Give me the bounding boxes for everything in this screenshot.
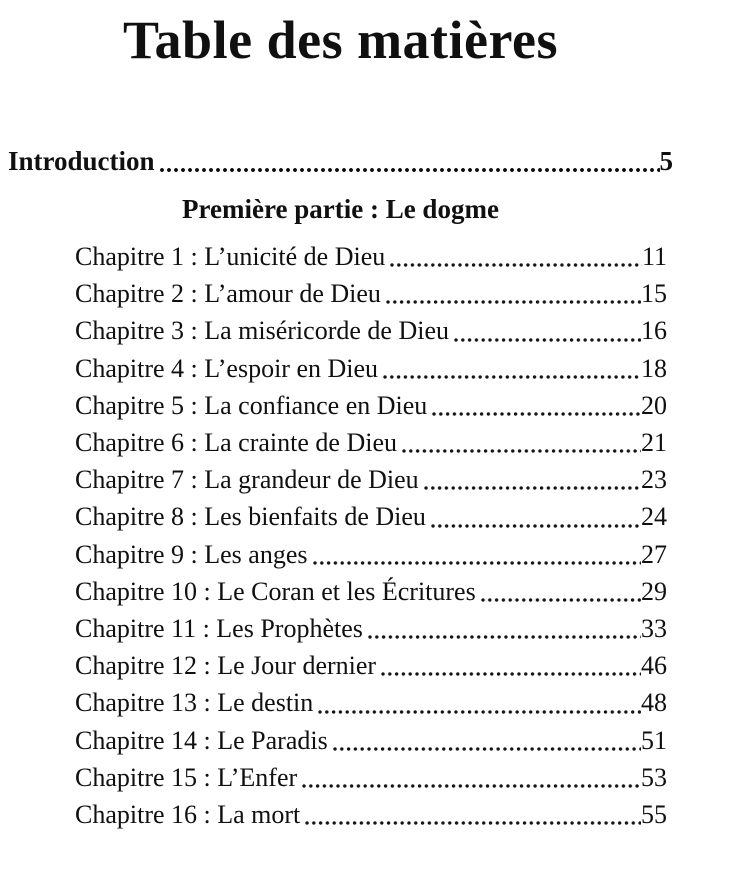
dot-leader	[449, 312, 641, 349]
toc-entry-page: 27	[641, 539, 667, 569]
toc-entry	[75, 238, 667, 275]
toc-entry	[75, 684, 667, 721]
toc-entry-label: Chapitre 9 : Les anges	[75, 539, 308, 569]
toc-entry-label: Chapitre 12 : Le Jour dernier	[75, 651, 377, 681]
toc-entry	[75, 796, 667, 833]
toc-entry-page: 23	[641, 465, 667, 495]
toc-entry-label: Chapitre 13 : Le destin	[75, 688, 314, 718]
toc-entry-label: Chapitre 8 : Les bienfaits de Dieu	[75, 502, 426, 532]
dot-leader	[308, 536, 642, 573]
toc-entry-page: 48	[641, 688, 667, 718]
dot-leader	[155, 143, 660, 180]
dot-leader	[381, 275, 641, 312]
toc-entry-page: 16	[641, 316, 667, 346]
toc-entry-page: 24	[641, 502, 667, 532]
toc-entry-page: 11	[641, 242, 667, 271]
toc-entry-label: Chapitre 15 : L’Enfer	[75, 762, 298, 792]
toc-entry	[75, 275, 667, 312]
toc-entry-label: Chapitre 16 : La mort	[75, 800, 301, 830]
toc-entry	[75, 573, 667, 610]
toc-entry	[75, 350, 667, 387]
dot-leader	[363, 610, 641, 647]
toc-page	[8, 8, 673, 833]
toc-entry-page: 18	[641, 353, 667, 383]
toc-entry-label: Chapitre 6 : La crainte de Dieu	[75, 428, 397, 458]
dot-leader	[427, 387, 641, 424]
dot-leader	[378, 350, 641, 387]
dot-leader	[376, 647, 641, 684]
toc-entry-page: 21	[641, 428, 667, 458]
toc-entry-introduction	[8, 143, 673, 180]
toc-entry	[75, 498, 667, 535]
dot-leader	[397, 424, 641, 461]
toc-entry-page: 5	[659, 146, 673, 176]
toc-entry	[75, 722, 667, 759]
toc-entry	[75, 312, 667, 349]
section-heading: Première partie : Le dogme	[182, 194, 499, 224]
toc-entry	[75, 759, 667, 796]
toc-entry-label: Chapitre 1 : L’unicité de Dieu	[75, 242, 386, 271]
toc-entry-label: Introduction	[8, 146, 155, 176]
toc-entry-page: 33	[641, 614, 667, 644]
dot-leader	[419, 461, 641, 498]
toc-entry-page: 51	[641, 725, 667, 755]
toc-entry-label: Chapitre 7 : La grandeur de Dieu	[75, 465, 419, 495]
dot-leader	[300, 796, 641, 833]
toc-entry	[75, 647, 667, 684]
dot-leader	[313, 684, 641, 721]
dot-leader	[426, 498, 641, 535]
toc-entry-page: 46	[641, 651, 667, 681]
dot-leader	[328, 722, 641, 759]
toc-entry-label: Chapitre 5 : La confiance en Dieu	[75, 390, 428, 420]
toc-entry	[75, 610, 667, 647]
toc-entry-page: 55	[641, 800, 667, 830]
toc-entry-label: Chapitre 11 : Les Prophètes	[75, 614, 363, 644]
toc-entry-label: Chapitre 4 : L’espoir en Dieu	[75, 353, 379, 383]
toc-entry-label: Chapitre 10 : Le Coran et les Écritures	[75, 576, 476, 606]
toc-entry-label: Chapitre 3 : La miséricorde de Dieu	[75, 316, 449, 346]
toc-entry-label: Chapitre 14 : Le Paradis	[75, 725, 328, 755]
toc-entry	[75, 461, 667, 498]
toc-entry-page: 20	[641, 390, 667, 420]
dot-leader	[476, 573, 641, 610]
chapter-list	[75, 238, 667, 833]
page-title: Table des matières	[123, 10, 558, 70]
toc-entry	[75, 387, 667, 424]
dot-leader	[297, 759, 641, 796]
toc-entry-page: 53	[641, 762, 667, 792]
toc-entry	[75, 424, 667, 461]
toc-entry-page: 29	[641, 576, 667, 606]
dot-leader	[385, 238, 642, 275]
toc-entry	[75, 536, 667, 573]
toc-entry-label: Chapitre 2 : L’amour de Dieu	[75, 279, 381, 309]
toc-entry-page: 15	[641, 279, 667, 309]
